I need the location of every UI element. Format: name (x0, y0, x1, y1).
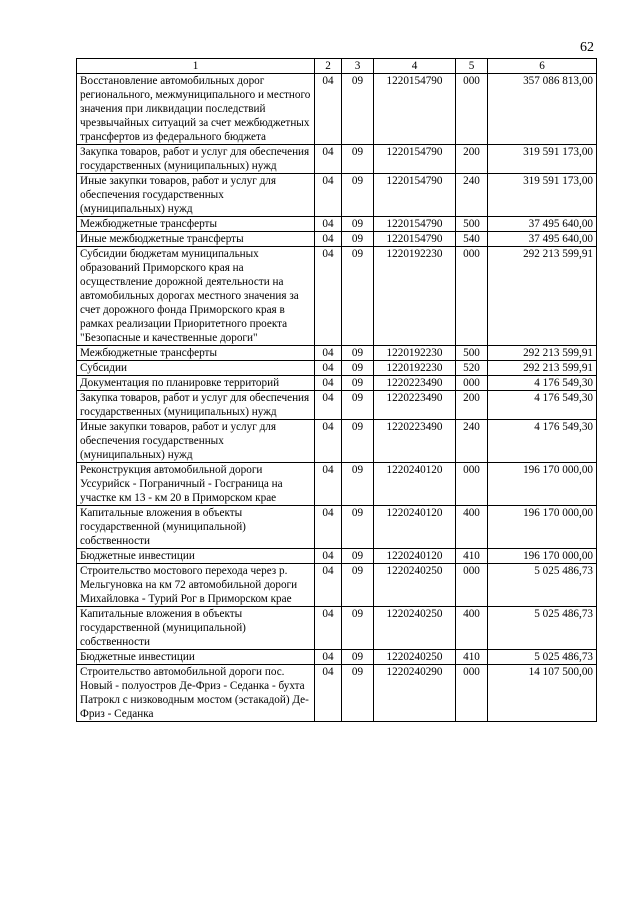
section-code: 04 (315, 650, 342, 665)
item-name: Закупка товаров, работ и услуг для обеспечения государственных (муниципальных) нужд (77, 391, 315, 420)
amount: 292 213 599,91 (488, 346, 597, 361)
amount: 4 176 549,30 (488, 420, 597, 463)
expense-type-code: 400 (456, 506, 488, 549)
item-name: Реконструкция автомобильной дороги Уссурийск - Пограничный - Госграница на участке км 13 - км 20 в Приморском крае (77, 463, 315, 506)
amount: 319 591 173,00 (488, 174, 597, 217)
item-name: Бюджетные инвестиции (77, 549, 315, 564)
amount: 357 086 813,00 (488, 74, 597, 145)
section-code: 04 (315, 247, 342, 346)
table-row (77, 74, 597, 145)
item-name: Бюджетные инвестиции (77, 650, 315, 665)
subsection-code: 09 (342, 232, 374, 247)
table-row (77, 665, 597, 722)
table-row (77, 376, 597, 391)
subsection-code: 09 (342, 145, 374, 174)
item-name: Межбюджетные трансферты (77, 346, 315, 361)
target-item-code: 1220240250 (374, 650, 456, 665)
target-item-code: 1220223490 (374, 391, 456, 420)
target-item-code: 1220154790 (374, 74, 456, 145)
section-code: 04 (315, 564, 342, 607)
table-row (77, 217, 597, 232)
column-header-5: 5 (456, 59, 488, 74)
target-item-code: 1220240120 (374, 506, 456, 549)
target-item-code: 1220240250 (374, 607, 456, 650)
item-name: Субсидии бюджетам муниципальных образований Приморского края на осуществление дорожной деятельности на автомобильных дорогах местного значения за счет дорожного фонда Приморского края в рамках реализации Приоритетного проекта "Безопасные и качественные дороги" (77, 247, 315, 346)
target-item-code: 1220154790 (374, 145, 456, 174)
column-header-4: 4 (374, 59, 456, 74)
amount: 319 591 173,00 (488, 145, 597, 174)
target-item-code: 1220240250 (374, 564, 456, 607)
column-header-1: 1 (77, 59, 315, 74)
target-item-code: 1220192230 (374, 361, 456, 376)
table-row (77, 346, 597, 361)
section-code: 04 (315, 420, 342, 463)
subsection-code: 09 (342, 506, 374, 549)
expense-type-code: 000 (456, 564, 488, 607)
expense-type-code: 000 (456, 463, 488, 506)
item-name: Капитальные вложения в объекты государственной (муниципальной) собственности (77, 506, 315, 549)
section-code: 04 (315, 361, 342, 376)
item-name: Строительство автомобильной дороги пос. Новый - полуостров Де-Фриз - Седанка - бухта Патрокл с низководным мостом (эстакадой) Де-Фриз - Седанка (77, 665, 315, 722)
subsection-code: 09 (342, 420, 374, 463)
column-header-6: 6 (488, 59, 597, 74)
item-name: Строительство мостового перехода через р. Мельгуновка на км 72 автомобильной дороги Михайловка - Турий Рог в Приморском крае (77, 564, 315, 607)
target-item-code: 1220240120 (374, 463, 456, 506)
subsection-code: 09 (342, 74, 374, 145)
subsection-code: 09 (342, 463, 374, 506)
table-row (77, 463, 597, 506)
section-code: 04 (315, 607, 342, 650)
subsection-code: 09 (342, 607, 374, 650)
item-name: Субсидии (77, 361, 315, 376)
amount: 37 495 640,00 (488, 232, 597, 247)
target-item-code: 1220154790 (374, 232, 456, 247)
expense-type-code: 410 (456, 650, 488, 665)
subsection-code: 09 (342, 217, 374, 232)
amount: 5 025 486,73 (488, 564, 597, 607)
section-code: 04 (315, 217, 342, 232)
expense-type-code: 200 (456, 145, 488, 174)
target-item-code: 1220240290 (374, 665, 456, 722)
section-code: 04 (315, 506, 342, 549)
subsection-code: 09 (342, 650, 374, 665)
amount: 4 176 549,30 (488, 376, 597, 391)
table-row (77, 232, 597, 247)
expense-type-code: 000 (456, 376, 488, 391)
table-row (77, 549, 597, 564)
target-item-code: 1220240120 (374, 549, 456, 564)
subsection-code: 09 (342, 346, 374, 361)
item-name: Документация по планировке территорий (77, 376, 315, 391)
table-row (77, 174, 597, 217)
amount: 37 495 640,00 (488, 217, 597, 232)
column-header-3: 3 (342, 59, 374, 74)
table-row (77, 564, 597, 607)
table-row (77, 391, 597, 420)
expense-type-code: 000 (456, 74, 488, 145)
item-name: Капитальные вложения в объекты государственной (муниципальной) собственности (77, 607, 315, 650)
expense-type-code: 240 (456, 420, 488, 463)
section-code: 04 (315, 549, 342, 564)
item-name: Закупка товаров, работ и услуг для обеспечения государственных (муниципальных) нужд (77, 145, 315, 174)
item-name: Восстановление автомобильных дорог регионального, межмуниципального и местного значения при ликвидации последствий чрезвычайных ситуаций за счет межбюджетных трансфертов из федерального бюджета (77, 74, 315, 145)
section-code: 04 (315, 391, 342, 420)
table-row (77, 650, 597, 665)
target-item-code: 1220154790 (374, 217, 456, 232)
amount: 196 170 000,00 (488, 463, 597, 506)
item-name: Иные закупки товаров, работ и услуг для обеспечения государственных (муниципальных) нужд (77, 174, 315, 217)
expense-type-code: 500 (456, 346, 488, 361)
expense-type-code: 540 (456, 232, 488, 247)
subsection-code: 09 (342, 361, 374, 376)
section-code: 04 (315, 232, 342, 247)
subsection-code: 09 (342, 247, 374, 346)
column-header-2: 2 (315, 59, 342, 74)
target-item-code: 1220192230 (374, 346, 456, 361)
item-name: Иные межбюджетные трансферты (77, 232, 315, 247)
subsection-code: 09 (342, 549, 374, 564)
expense-type-code: 240 (456, 174, 488, 217)
section-code: 04 (315, 74, 342, 145)
table-header-row (77, 59, 597, 74)
subsection-code: 09 (342, 391, 374, 420)
section-code: 04 (315, 145, 342, 174)
table-row (77, 145, 597, 174)
expense-type-code: 500 (456, 217, 488, 232)
expense-type-code: 200 (456, 391, 488, 420)
amount: 196 170 000,00 (488, 549, 597, 564)
subsection-code: 09 (342, 174, 374, 217)
amount: 292 213 599,91 (488, 361, 597, 376)
amount: 4 176 549,30 (488, 391, 597, 420)
page-number: 62 (580, 40, 594, 55)
table-row (77, 361, 597, 376)
section-code: 04 (315, 463, 342, 506)
expense-type-code: 410 (456, 549, 488, 564)
section-code: 04 (315, 346, 342, 361)
item-name: Межбюджетные трансферты (77, 217, 315, 232)
amount: 292 213 599,91 (488, 247, 597, 346)
amount: 196 170 000,00 (488, 506, 597, 549)
expense-type-code: 000 (456, 665, 488, 722)
target-item-code: 1220223490 (374, 376, 456, 391)
expense-type-code: 400 (456, 607, 488, 650)
subsection-code: 09 (342, 376, 374, 391)
section-code: 04 (315, 174, 342, 217)
budget-table (76, 58, 597, 722)
target-item-code: 1220223490 (374, 420, 456, 463)
amount: 5 025 486,73 (488, 650, 597, 665)
target-item-code: 1220154790 (374, 174, 456, 217)
section-code: 04 (315, 665, 342, 722)
subsection-code: 09 (342, 564, 374, 607)
amount: 5 025 486,73 (488, 607, 597, 650)
section-code: 04 (315, 376, 342, 391)
expense-type-code: 520 (456, 361, 488, 376)
expense-type-code: 000 (456, 247, 488, 346)
table-row (77, 247, 597, 346)
item-name: Иные закупки товаров, работ и услуг для обеспечения государственных (муниципальных) нужд (77, 420, 315, 463)
table-row (77, 506, 597, 549)
amount: 14 107 500,00 (488, 665, 597, 722)
subsection-code: 09 (342, 665, 374, 722)
table-row (77, 420, 597, 463)
table-row (77, 607, 597, 650)
target-item-code: 1220192230 (374, 247, 456, 346)
